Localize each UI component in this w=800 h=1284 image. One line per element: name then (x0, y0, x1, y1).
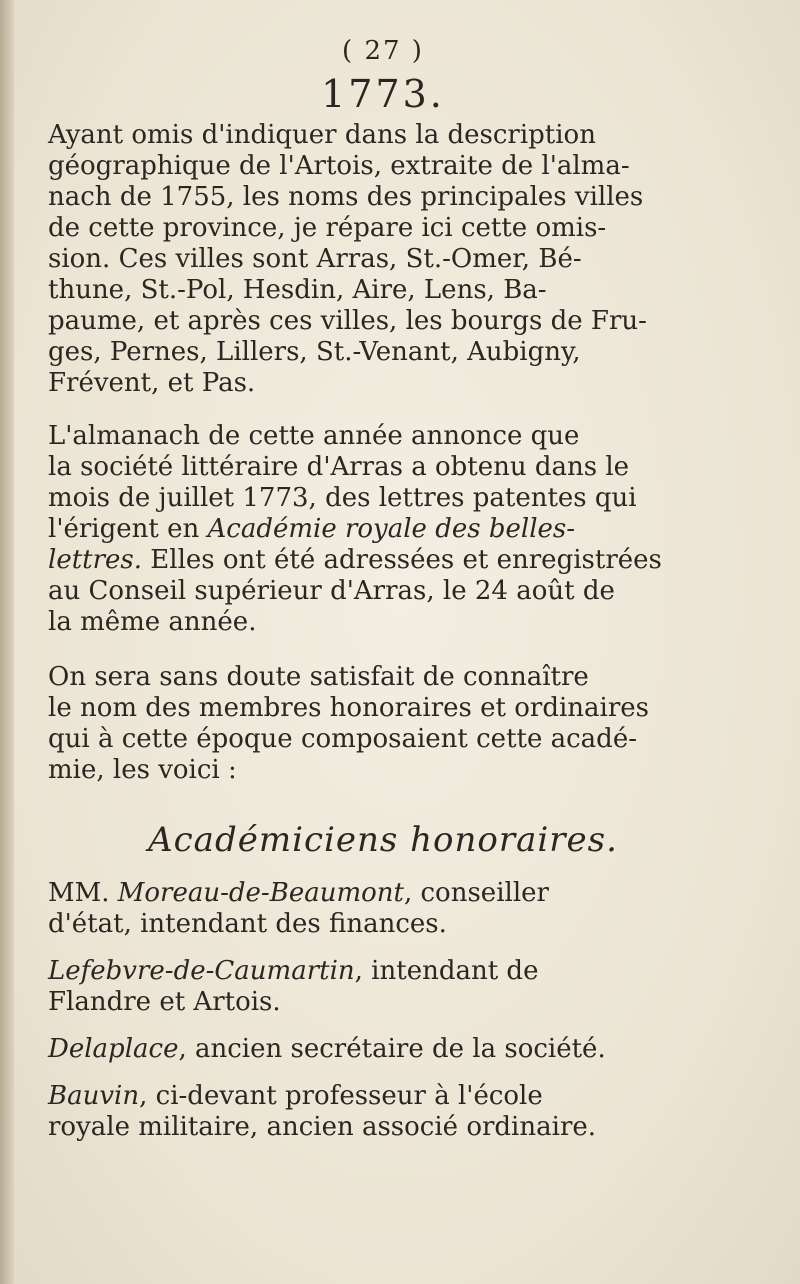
section-heading: Académiciens honoraires. (148, 820, 618, 860)
text-run: Elles ont été adressées et enregistrées (142, 545, 662, 575)
paragraph-academy (48, 421, 718, 638)
text-line: qui à cette époque composaient cette acadé- (48, 724, 637, 754)
academy-title: Académie royale des belles- (207, 514, 576, 544)
text-line (48, 545, 718, 576)
text-line: Frévent, et Pas. (48, 368, 256, 398)
member-entry (48, 956, 718, 1018)
member-entry (48, 1034, 718, 1065)
text-line: mois de juillet 1773, des lettres patentes qui (48, 483, 637, 513)
text-line (48, 878, 718, 909)
text-line: nach de 1755, les noms des principales villes (48, 182, 644, 212)
paragraph-towns (48, 120, 718, 399)
academy-title-end: lettres. (48, 545, 143, 575)
text-line: la même année. (48, 607, 257, 637)
member-name: Delaplace (48, 1034, 179, 1064)
text-line: de cette province, je répare ici cette omis- (48, 213, 607, 243)
text-line: sion. Ces villes sont Arras, St.-Omer, Bé- (48, 244, 582, 274)
text-line (48, 1034, 718, 1065)
member-entry (48, 1081, 718, 1143)
year-heading: 1773. (321, 72, 445, 116)
entry-prefix: MM. (48, 878, 118, 908)
member-title: , ci-devant professeur à l'école (139, 1081, 543, 1111)
page-number: ( 27 ) (342, 36, 424, 66)
text-line: L'almanach de cette année annonce que (48, 421, 580, 451)
member-name: Lefebvre-de-Caumartin (48, 956, 355, 986)
text-line (48, 514, 718, 545)
text-line: ges, Pernes, Lillers, St.-Venant, Aubigny, (48, 337, 581, 367)
text-line: Flandre et Artois. (48, 987, 281, 1017)
text-line: la société littéraire d'Arras a obtenu dans le (48, 452, 630, 482)
text-line (48, 956, 718, 987)
text-line: au Conseil supérieur d'Arras, le 24 août de (48, 576, 615, 606)
member-entry (48, 878, 718, 940)
text-run: l'érigent en (48, 514, 208, 544)
member-title: , conseiller (403, 878, 549, 908)
paragraph-members-intro (48, 662, 718, 786)
text-line: géographique de l'Artois, extraite de l'alma- (48, 151, 630, 181)
text-line (48, 1081, 718, 1112)
text-column (48, 36, 718, 1143)
text-line: mie, les voici : (48, 755, 237, 785)
member-title: , intendant de (354, 956, 539, 986)
member-title: , ancien secrétaire de la société. (178, 1034, 606, 1064)
text-line: d'état, intendant des finances. (48, 909, 447, 939)
member-name: Bauvin (48, 1081, 140, 1111)
text-line: Ayant omis d'indiquer dans la description (48, 120, 596, 150)
text-line: thune, St.-Pol, Hesdin, Aire, Lens, Ba- (48, 275, 547, 305)
member-list (48, 878, 718, 1143)
text-line: On sera sans doute satisfait de connaître (48, 662, 589, 692)
page-binding-edge (0, 0, 14, 1284)
text-line: le nom des membres honoraires et ordinaires (48, 693, 650, 723)
text-line: paume, et après ces villes, les bourgs de Fru- (48, 306, 647, 336)
text-line: royale militaire, ancien associé ordinaire. (48, 1112, 597, 1142)
member-name: Moreau-de-Beaumont (117, 878, 404, 908)
